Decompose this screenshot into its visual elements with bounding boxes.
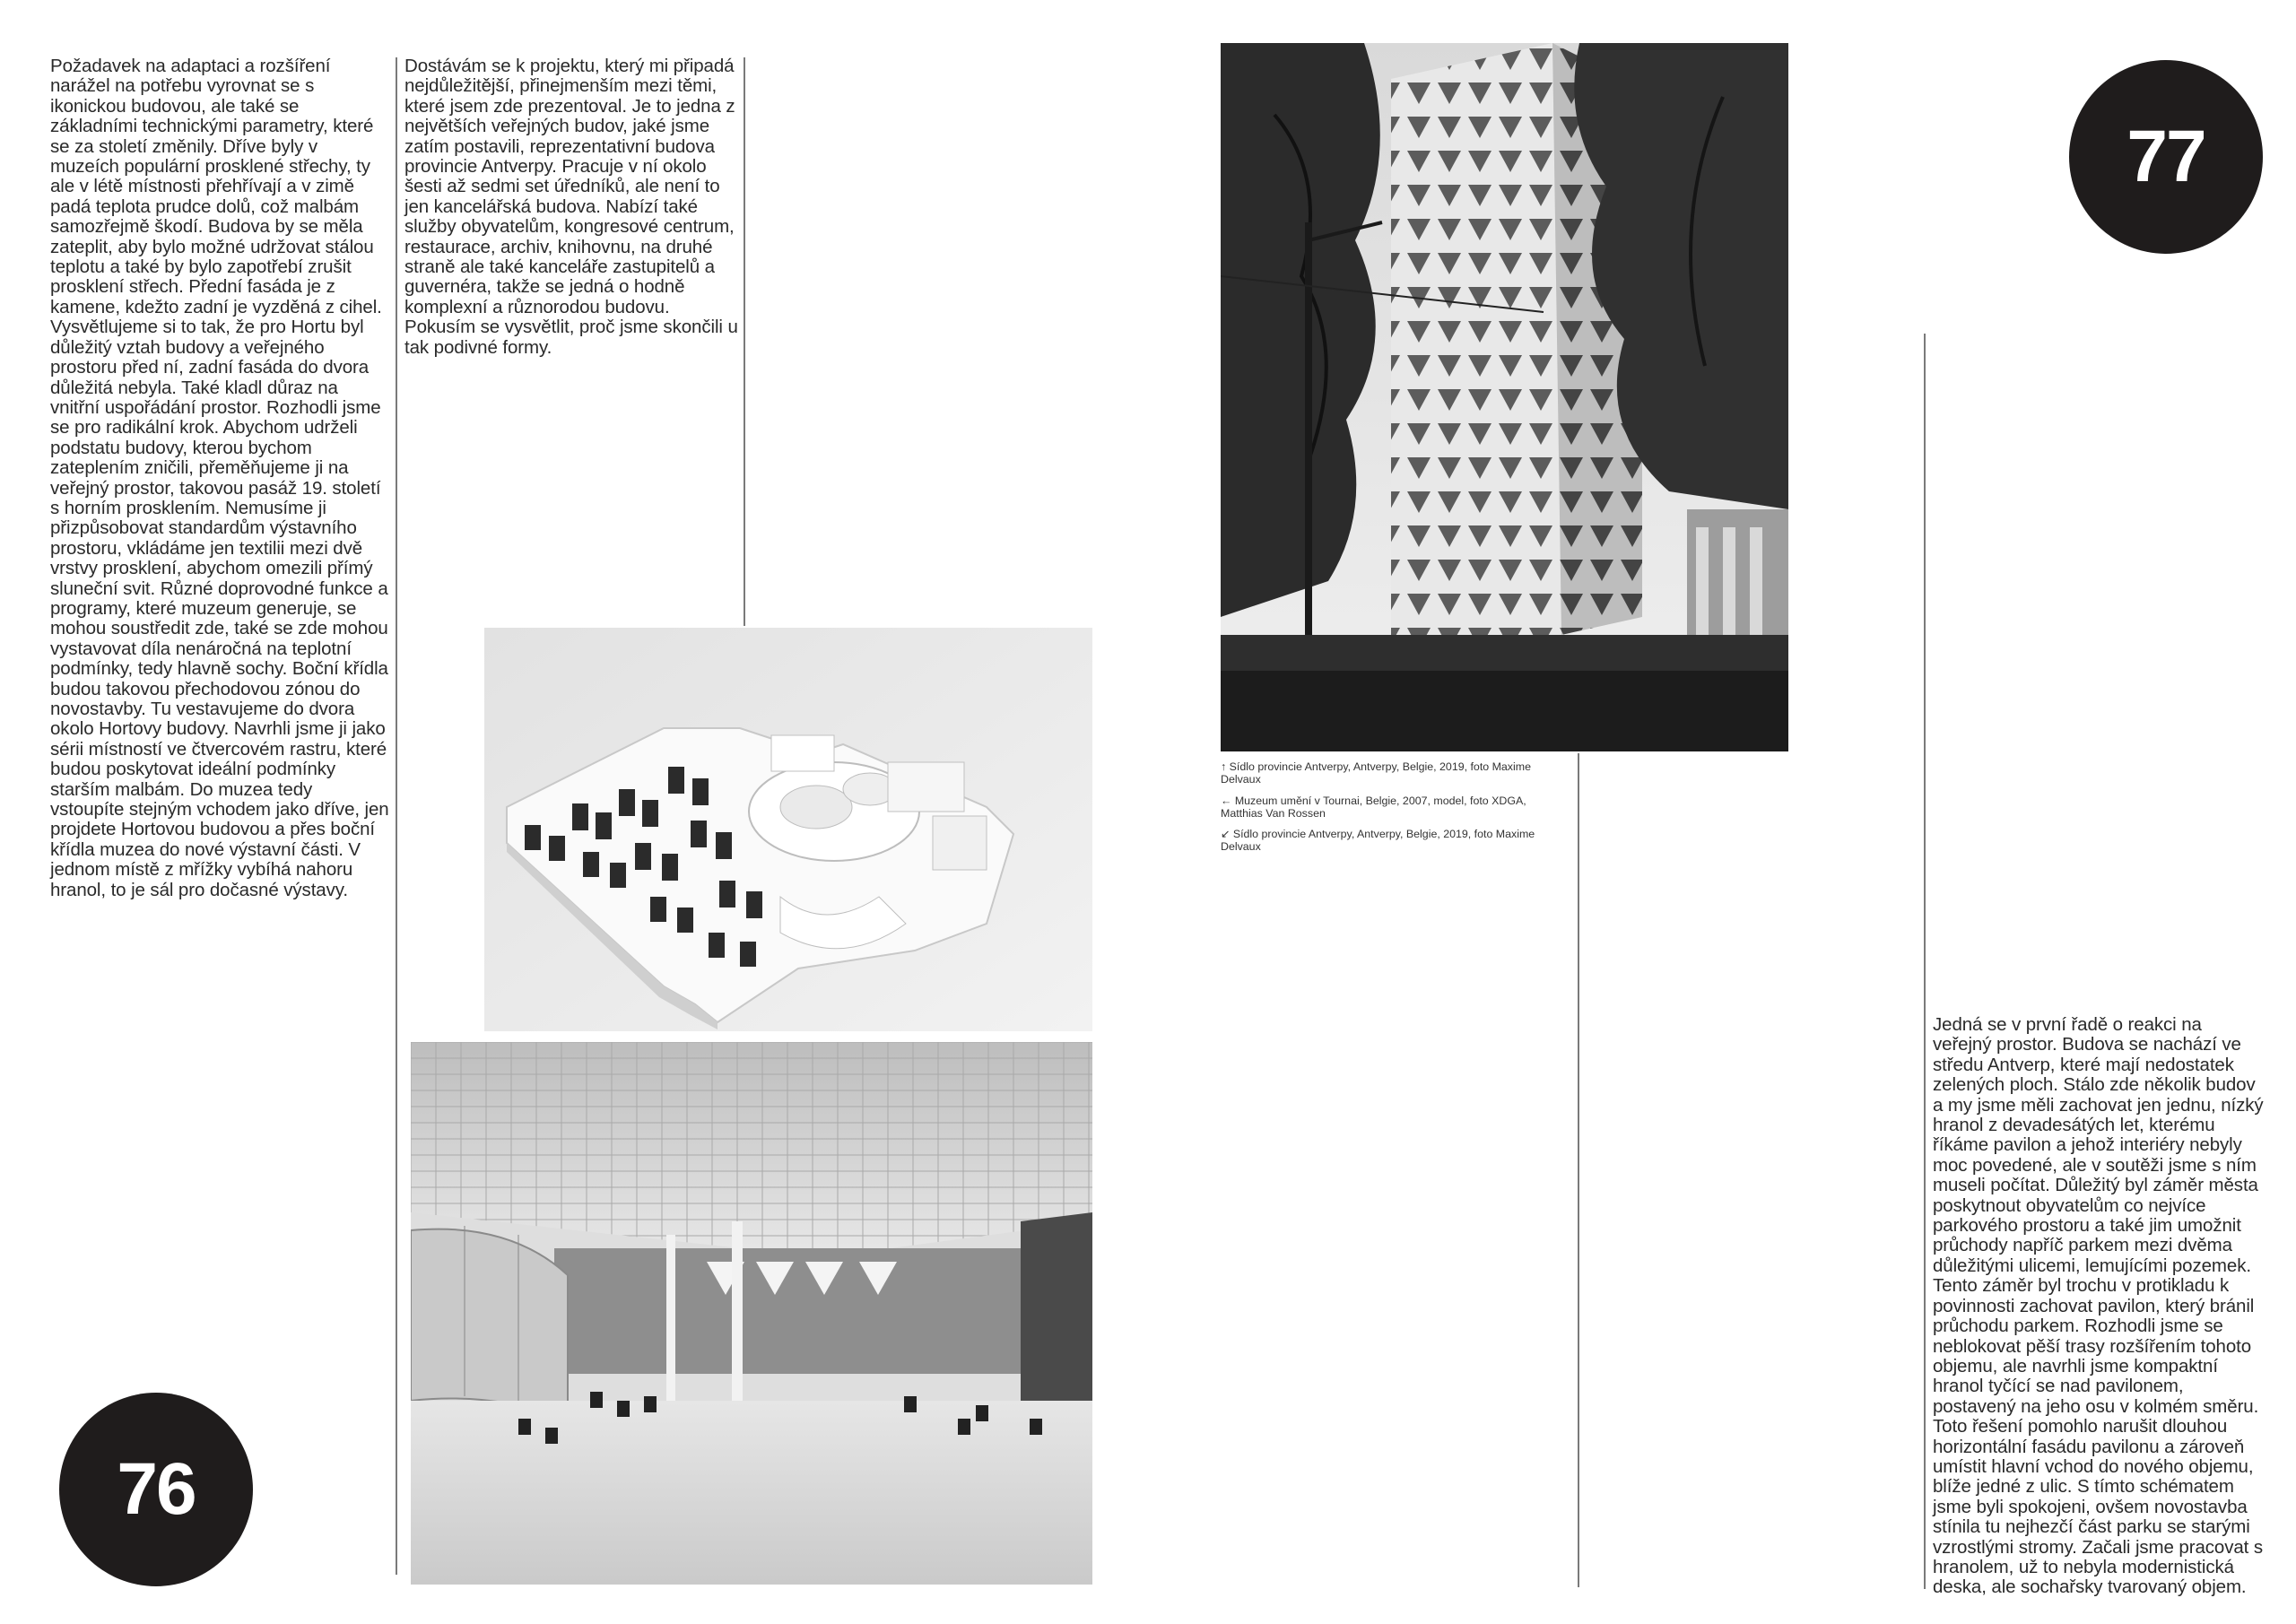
column2-paragraph: Dostávám se k projektu, který mi připadá nejdůležitější, přinejmenším mezi těmi, které jsem zde prezentoval. Je to jedna z největších veřejných budov, jaké jsme zatím postavili, reprezentativní budova provincie Antverpy. Pracuje v ní okolo šesti až sedmi set úředníků, ale není to jen kancelářská budova. Nabízí také služby obyvatelům, kongresové centrum, restaurace, archiv, knihovnu, na druhé straně ale také kanceláře zastupitelů a guvernéra, takže se jedná o hodně komplexní a různorodou budovu. Pokusím se vysvětlit, proč jsme skončili u tak podivné formy. — [404, 56, 738, 358]
caption-tower: ↑ Sídlo provincie Antverpy, Antverpy, Belgie, 2019, foto Maxime Delvaux — [1221, 760, 1531, 786]
provincial-tower-photo — [1221, 43, 1788, 751]
museum-model-photo — [484, 628, 1092, 1031]
column-divider-4 — [1924, 334, 1926, 1589]
text-column-3 — [1933, 1015, 2265, 1598]
column1-paragraph: Požadavek na adaptaci a rozšíření narážel na potřebu vyrovnat se s ikonickou budovou, ale také se základními technickými parametry, které se za století změnily. Dříve byly v muzeích populární prosklené střechy, ty ale v létě místnosti přehřívají a v zimě padá teplota prudce dolů, což malbám samozřejmě škodí. Budova by se měla zateplit, aby bylo možné udržovat stálou teplotu a také by bylo zapotřebí zrušit prosklení střech. Přední fasáda je z kamene, kdežto zadní je vyzděná z cihel. Vysvětlujeme si to tak, že pro Hortu byl důležitý vztah budovy a veřejného prostoru před ní, zadní fasáda do dvora důležitá nebyla. Také kladl důraz na vnitřní uspořádání prostor. Rozhodli jsme se pro radikální krok. Abychom udrželi podstatu budovy, kterou bychom zateplením zničili, přeměňujeme ji na veřejný prostor, takovou pasáž 19. století s horním prosklením. Nemusíme ji přizpůsobovat standardům výstavního prostoru, vkládáme jen textilii mezi dvě vrstvy prosklení, abychom omezili přímý sluneční svit. Různé doprovodné funkce a programy, které muzeum generuje, se mohou soustředit zde, také se zde mohou vystavovat díla nenáročná na teplotní podmínky, tedy hlavně sochy. Boční křídla budou takovou přechodovou zónou do novostavby. Tu vestavujeme do dvora okolo Hortovy budovy. Navrhli jsme ji jako sérii místností ve čtvercovém rastru, které budou poskytovat ideální podmínky starším malbám. Do muzea tedy vstoupíte stejným vchodem jako dříve, jen projdete Hortovou budovou a přes boční křídla muzea do nové výstavní části. V jednom místě z mřížky vybíhá nahoru hranol, to je sál pro dočasné výstavy. — [50, 56, 389, 900]
text-column-1 — [50, 56, 389, 900]
column-divider-3 — [1578, 753, 1579, 1587]
column-divider-1 — [396, 57, 397, 1575]
text-column-2 — [404, 56, 745, 358]
page-number-77: 77 — [2069, 60, 2263, 254]
caption-model: ← Muzeum umění v Tournai, Belgie, 2007, model, foto XDGA, Matthias Van Rossen — [1221, 794, 1526, 820]
caption-interior: ↙ Sídlo provincie Antverpy, Antverpy, Belgie, 2019, foto Maxime Delvaux — [1221, 828, 1535, 854]
photo-captions — [1221, 760, 1544, 862]
interior-hall-photo — [411, 1042, 1092, 1585]
page-number-76: 76 — [59, 1393, 253, 1586]
column-divider-2 — [744, 57, 745, 626]
column3-paragraph: Jedná se v první řadě o reakci na veřejný prostor. Budova se nachází ve středu Antverp, které mají nedostatek zelených ploch. Stálo zde několik budov a my jsme měli zachovat jen jednu, nízký hranol z devadesátých let, kterému říkáme pavilon a jehož interiéry nebyly moc povedené, ale v soutěži jsme s ním museli počítat. Důležitý byl záměr města poskytnout obyvatelům co nejvíce parkového prostoru a také jim umožnit průchody napříč parkem mezi dvěma důležitými ulicemi, lemujícími pozemek. Tento záměr byl trochu v protikladu k povinnosti zachovat pavilon, který bránil průchodu parkem. Rozhodli jsme se neblokovat pěší trasy rozšířením tohoto objemu, ale navrhli jsme kompaktní hranol tyčící se nad pavilonem, postavený na jeho osu v kolmém směru. Toto řešení pomohlo narušit dlouhou horizontální fasádu pavilonu a zároveň umístit hlavní vchod do nového objemu, blíže jedné z ulic. S tímto schématem jsme byli spokojeni, ovšem novostavba stínila tu nejhezčí část parku se starými vzrostlými stromy. Začali jsme pracovat s hranolem, už to nebyla modernistická deska, ale sochařsky tvarovaný objem. — [1933, 1014, 2264, 1598]
